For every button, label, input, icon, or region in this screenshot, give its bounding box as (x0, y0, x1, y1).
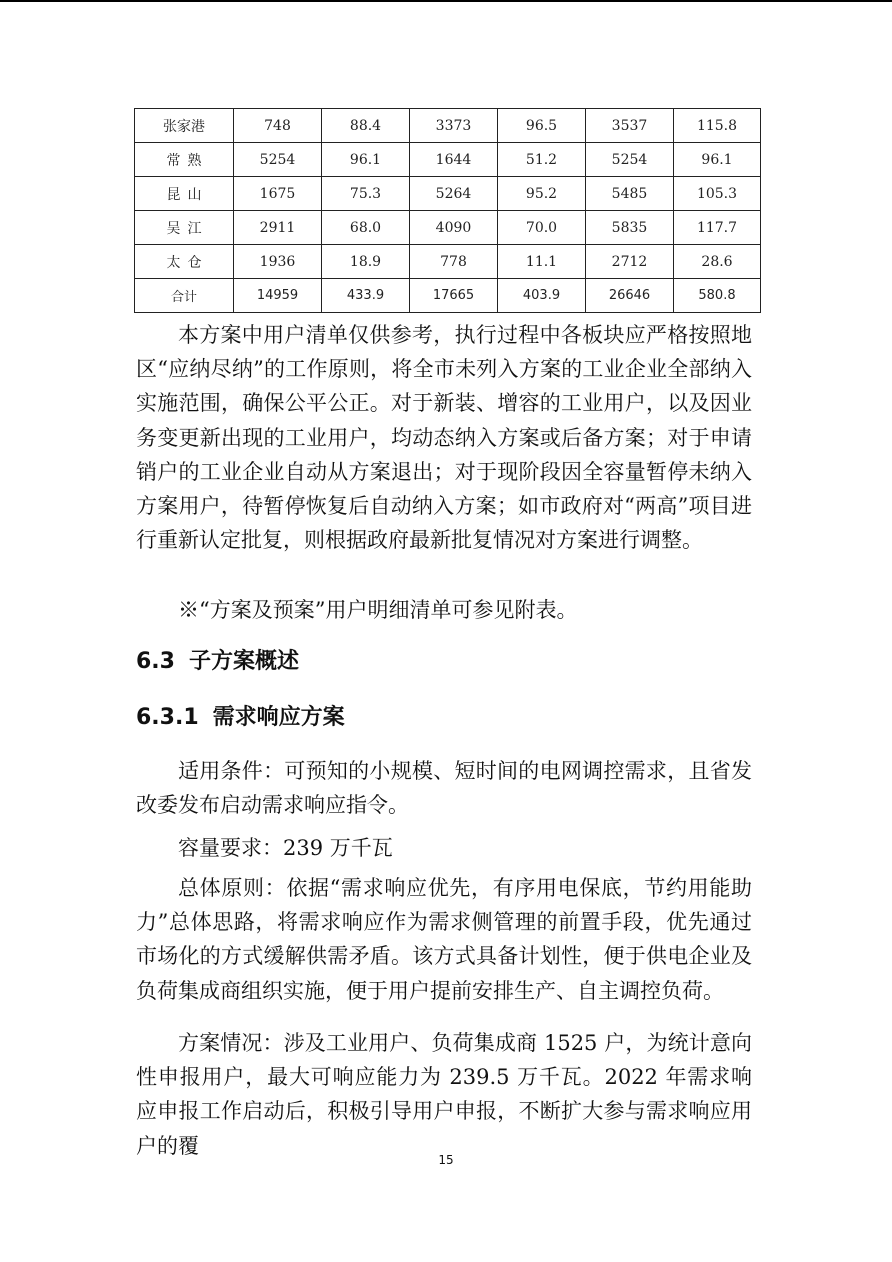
table-cell: 2911 (234, 211, 322, 245)
table-cell: 11.1 (498, 245, 586, 279)
table-cell: 75.3 (322, 177, 410, 211)
table-cell: 5485 (586, 177, 674, 211)
table-cell-region: 张家港 (135, 109, 234, 143)
table-cell: 1675 (234, 177, 322, 211)
table-total-row (135, 279, 761, 313)
table-cell: 403.9 (498, 279, 586, 313)
table-row (135, 109, 761, 143)
table-cell-region: 太仓 (135, 245, 234, 279)
table-cell: 95.2 (498, 177, 586, 211)
table-cell: 51.2 (498, 143, 586, 177)
section-title: 需求响应方案 (212, 705, 345, 730)
table-cell: 26646 (586, 279, 674, 313)
table-cell: 115.8 (674, 109, 761, 143)
table-cell: 117.7 (674, 211, 761, 245)
table-cell: 5254 (234, 143, 322, 177)
table-cell: 1936 (234, 245, 322, 279)
table-cell: 433.9 (322, 279, 410, 313)
paragraph-appendix-note: ※“方案及预案”用户明细清单可参见附表。 (178, 598, 578, 622)
section-heading-6-3-1 (136, 700, 345, 731)
page-number: 15 (438, 1153, 454, 1167)
section-number: 6.3.1 (136, 705, 199, 730)
table-cell: 17665 (410, 279, 498, 313)
table-cell: 88.4 (322, 109, 410, 143)
data-table-wrapper (134, 108, 761, 313)
table-cell: 28.6 (674, 245, 761, 279)
table-cell: 1644 (410, 143, 498, 177)
section-title: 子方案概述 (188, 649, 299, 674)
table-row (135, 177, 761, 211)
section-heading-6-3 (136, 644, 299, 675)
table-cell: 105.3 (674, 177, 761, 211)
table-row (135, 143, 761, 177)
table-cell: 5835 (586, 211, 674, 245)
table-cell: 2712 (586, 245, 674, 279)
table-cell: 3373 (410, 109, 498, 143)
paragraph-principle: 总体原则：依据“需求响应优先，有序用电保底，节约用能助力”总体思路，将需求响应作为需求侧管理的前置手段，优先通过市场化的方式缓解供需矛盾。该方式具备计划性，便于供电企业及负荷集成商组织实施，便于用户提前安排生产、自主调控负荷。 (136, 876, 752, 1003)
table-cell: 96.1 (322, 143, 410, 177)
paragraph-user-list: 本方案中用户清单仅供参考，执行过程中各板块应严格按照地区“应纳尽纳”的工作原则，将全市未列入方案的工业企业全部纳入实施范围，确保公平公正。对于新装、增容的工业用户，以及因业务变更新出现的工业用户，均动态纳入方案或后备方案；对于申请销户的工业企业自动从方案退出；对于现阶段因全容量暂停未纳入方案用户，待暂停恢复后自动纳入方案；如市政府对“两高”项目进行重新认定批复，则根据政府最新批复情况对方案进行调整。 (136, 323, 752, 553)
table-row (135, 245, 761, 279)
table-cell: 580.8 (674, 279, 761, 313)
section-number: 6.3 (136, 649, 175, 674)
table-cell: 748 (234, 109, 322, 143)
table-cell: 68.0 (322, 211, 410, 245)
table-cell: 96.5 (498, 109, 586, 143)
table-row (135, 211, 761, 245)
table-cell-region: 昆山 (135, 177, 234, 211)
table-cell: 778 (410, 245, 498, 279)
paragraph-capacity: 容量要求：239 万千瓦 (178, 836, 393, 860)
table-cell: 14959 (234, 279, 322, 313)
table-cell-region: 吴江 (135, 211, 234, 245)
data-table (134, 108, 761, 313)
table-cell: 96.1 (674, 143, 761, 177)
table-cell: 3537 (586, 109, 674, 143)
paragraph-situation: 方案情况：涉及工业用户、负荷集成商 1525 户，为统计意向性申报用户，最大可响应能力为 239.5 万千瓦。2022 年需求响应申报工作启动后，积极引导用户申报，不断扩大参与需求响应用户的覆 (136, 1031, 752, 1158)
table-cell-total-label: 合计 (135, 279, 234, 313)
paragraph-conditions: 适用条件：可预知的小规模、短时间的电网调控需求，且省发改委发布启动需求响应指令。 (136, 759, 752, 818)
table-cell-region: 常熟 (135, 143, 234, 177)
table-cell: 18.9 (322, 245, 410, 279)
table-cell: 70.0 (498, 211, 586, 245)
table-cell: 5254 (586, 143, 674, 177)
top-border-line (0, 0, 892, 2)
table-cell: 4090 (410, 211, 498, 245)
table-cell: 5264 (410, 177, 498, 211)
